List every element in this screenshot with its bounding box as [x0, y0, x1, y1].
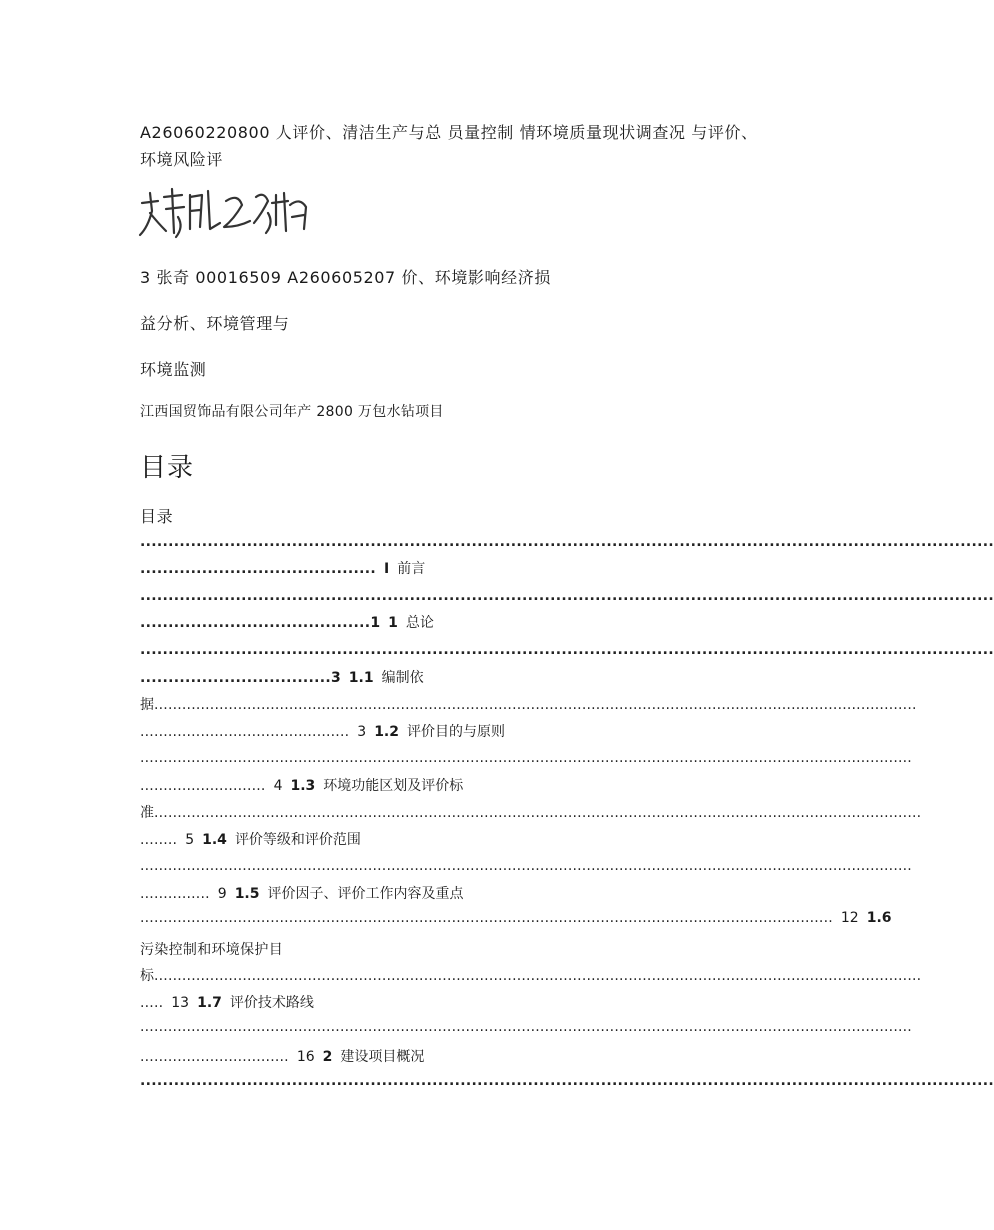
toc-entry[interactable]: ..................................3 1.1 编制依 [140, 670, 424, 686]
toc-entry[interactable]: ................................ 16 2 建设项目概况 [140, 1049, 425, 1065]
toc-title: 评价技术路线 [229, 995, 314, 1011]
toc-title-prefix: 据 [140, 697, 154, 713]
toc-number: 1.3 [290, 778, 316, 794]
toc-leader-row: ........................................................................................................................................................ [140, 642, 994, 658]
toc-title-prefix: 标 [140, 968, 154, 984]
toc-entry-continued[interactable]: 据.................................................................................................................................................................... [140, 697, 917, 713]
toc-subheading: 目录 [140, 507, 174, 526]
toc-number: 1 [388, 615, 398, 631]
toc-leader-row: ........................................................................................................................................................ [140, 1073, 994, 1089]
toc-leader-row: ...................................................................................................................................................................... [140, 750, 912, 766]
toc-page: I [383, 561, 390, 577]
toc-page: 4 [273, 778, 283, 794]
toc-title: 前言 [397, 561, 426, 577]
toc-page: 13 [171, 995, 190, 1011]
toc-title: 评价目的与原则 [407, 724, 505, 740]
toc-leader-row: ...................................................................................................................................................................... [140, 858, 912, 874]
toc-title: 评价因子、评价工作内容及重点 [267, 886, 464, 902]
toc-entry-continued[interactable]: 标..................................................................................................................................................................... [140, 968, 922, 984]
toc-title: 环境功能区划及评价标 [323, 778, 464, 794]
toc-page: 12 [840, 910, 859, 926]
toc-number: 1.4 [202, 832, 227, 848]
toc-title: 污染控制和环境保护目 [140, 942, 283, 958]
staff-row-2-line-2: 益分析、环境管理与 [140, 314, 290, 333]
toc-number: 1.2 [374, 724, 399, 740]
toc-entry[interactable]: ............... 9 1.5 评价因子、评价工作内容及重点 [140, 886, 464, 902]
toc-title: 总论 [405, 615, 434, 631]
toc-title: 评价等级和评价范围 [234, 832, 361, 848]
toc-title: 建设项目概况 [340, 1049, 425, 1065]
toc-entry-continued[interactable]: 准..................................................................................................................................................................... [140, 805, 922, 821]
toc-leader-row: ...................................................................................................................................................................... [140, 1019, 912, 1035]
staff-row-1-line-2: 环境风险评 [140, 150, 224, 169]
toc-page: 16 [296, 1049, 315, 1065]
toc-entry[interactable]: ........ 5 1.4 评价等级和评价范围 [140, 832, 361, 848]
toc-leader-row: ........................................................................................................................................................ [140, 534, 994, 550]
toc-entry[interactable]: ........................... 4 1.3 环境功能区划及评价标 [140, 778, 464, 794]
toc-page: 9 [217, 886, 227, 902]
toc-number: 1.1 [348, 670, 374, 686]
toc-number: 2 [322, 1049, 333, 1065]
toc-page: 3 [357, 724, 367, 740]
toc-number: 1.5 [234, 886, 260, 902]
toc-leader-row: ........................................................................................................................................................ [140, 588, 994, 604]
toc-entry[interactable]: .......................................... I 前言 [140, 561, 426, 577]
toc-page: 5 [185, 832, 195, 848]
toc-number: 1.6 [866, 910, 892, 926]
project-name: 江西国贸饰品有限公司年产 2800 万包水钻项目 [140, 404, 444, 420]
toc-title: 编制依 [381, 670, 424, 686]
toc-entry[interactable]: .........................................1 1 总论 [140, 615, 434, 631]
toc-page: 1 [370, 615, 381, 631]
toc-title-prefix: 准 [140, 805, 154, 821]
toc-heading: 目录 [140, 453, 195, 483]
staff-row-1-line-1: A26060220800 人评价、清洁生产与总 员量控制 情环境质量现状调查况 与评价、 [140, 123, 758, 142]
handwritten-signature [138, 183, 314, 241]
toc-entry[interactable]: ..................................................................................................................................................... 12 1.6 [140, 910, 892, 926]
staff-row-2-line-3: 环境监测 [140, 360, 207, 379]
toc-page: 3 [331, 670, 341, 686]
toc-entry[interactable]: ..... 13 1.7 评价技术路线 [140, 995, 314, 1011]
toc-number: 1.7 [197, 995, 222, 1011]
staff-row-2-line-1: 3 张奇 00016509 A260605207 价、环境影响经济损 [140, 268, 551, 287]
toc-entry[interactable]: ............................................. 3 1.2 评价目的与原则 [140, 724, 505, 740]
